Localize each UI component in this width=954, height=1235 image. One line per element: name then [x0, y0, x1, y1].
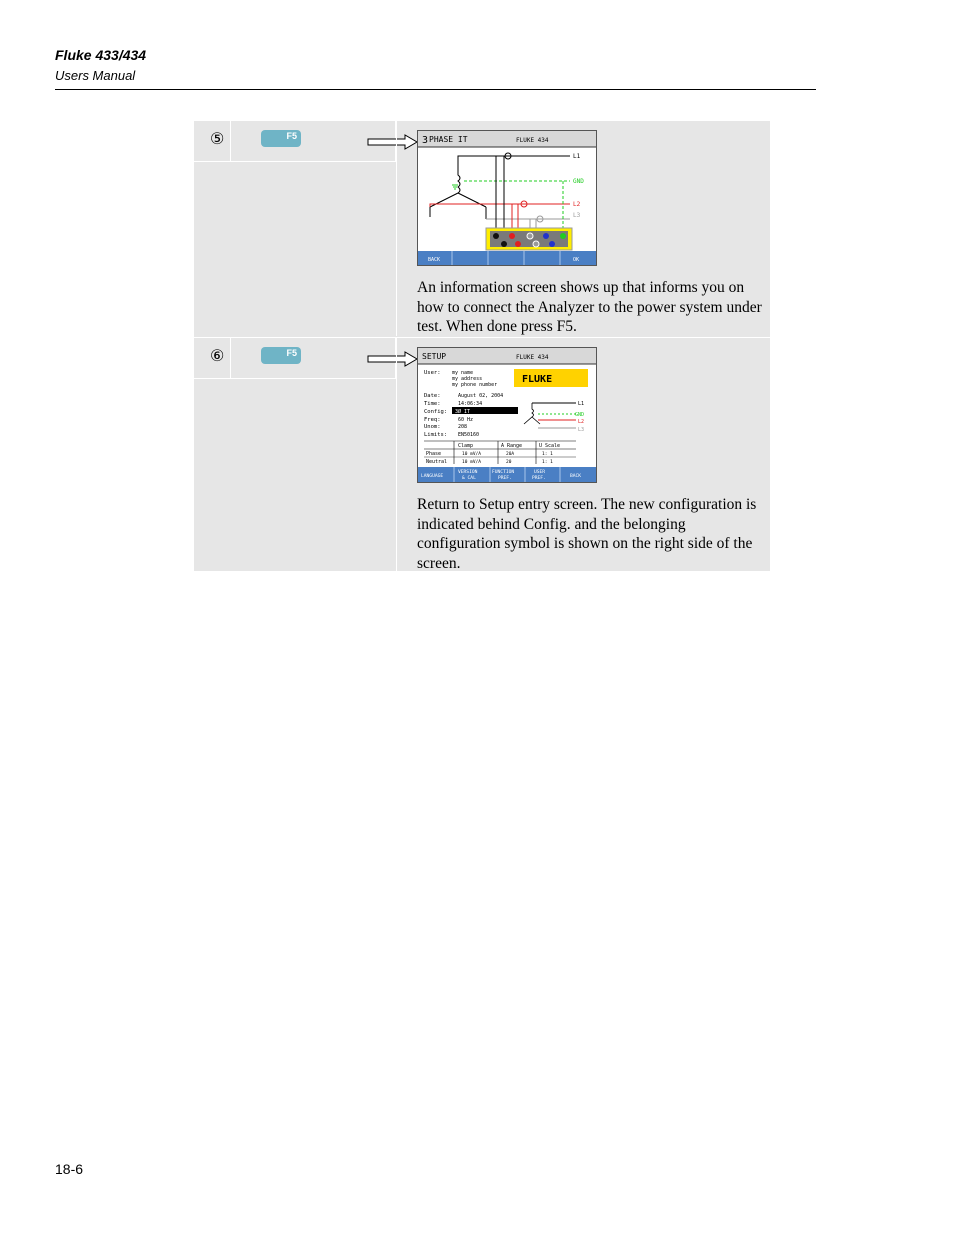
- softkey-ok: OK: [573, 257, 580, 263]
- setup-screen: [417, 347, 597, 483]
- row-phase-range: 20A: [506, 452, 515, 457]
- user-address: my address: [452, 376, 483, 382]
- field-config-label: Config:: [424, 409, 448, 415]
- field-unom-value: 208: [458, 424, 468, 430]
- label-l2: L2: [578, 419, 585, 425]
- field-limits-value: EN50160: [458, 432, 480, 438]
- step-number-cell: [194, 338, 231, 379]
- manual-subtitle: Users Manual: [55, 68, 136, 83]
- screen-model: FLUKE 434: [516, 137, 549, 144]
- label-gnd: GND: [573, 178, 584, 185]
- softkey-back: BACK: [570, 474, 582, 479]
- screen-cell: [396, 338, 771, 572]
- label-l2: L2: [573, 201, 581, 208]
- softkey-back: BACK: [428, 257, 441, 263]
- softkey-user-line2: PREF.: [532, 476, 546, 481]
- page-number: 18-6: [55, 1161, 84, 1177]
- col-scale: U Scale: [539, 443, 561, 449]
- softkey-version-line2: & CAL: [462, 476, 476, 481]
- row-neutral-clamp: 10 mV/A: [462, 460, 481, 465]
- screen-title: PHASE IT: [429, 135, 468, 144]
- row-phase-scale: 1: 1: [542, 452, 553, 457]
- label-l3: L3: [573, 212, 581, 219]
- phase-info-screen: [417, 130, 597, 266]
- row-neutral-name: Neutral: [426, 459, 448, 465]
- step-description: Return to Setup entry screen. The new configuration is indicated behind Config. and the belonging configuration symbol is shown on the right side of the screen.: [417, 496, 757, 572]
- user-phone: my phone number: [452, 382, 498, 388]
- softkey-user-line1: USER: [534, 470, 546, 475]
- step-number-cell: [194, 121, 231, 162]
- user-label: User:: [424, 370, 441, 376]
- col-clamp: Clamp: [458, 443, 474, 449]
- label-l1: L1: [573, 153, 581, 160]
- softkey-version-line1: VERSION: [458, 470, 478, 475]
- softkey-language: LANGUAGE: [421, 474, 444, 479]
- field-limits-label: Limits:: [424, 432, 448, 438]
- softkey-function-line2: PREF.: [498, 476, 512, 481]
- col-range: A Range: [501, 443, 523, 449]
- row-phase-clamp: 10 mV/A: [462, 452, 481, 457]
- step-5: [194, 121, 770, 336]
- f5-key-icon: F5: [261, 130, 301, 147]
- key-cell: [231, 121, 396, 162]
- field-config-value: 3Ø IT: [455, 409, 471, 415]
- label-l1: L1: [578, 401, 585, 407]
- label-l3: L3: [578, 427, 585, 433]
- step-description: An information screen shows up that informs you on how to connect the Analyzer to the power system under test. When done press F5.: [417, 279, 762, 335]
- screen-cell: [396, 121, 771, 336]
- screen-title: SETUP: [422, 352, 447, 361]
- phase-wiring-diagram: [418, 131, 596, 265]
- field-time-value: 14:06:34: [458, 401, 483, 407]
- f5-key-icon: F5: [261, 347, 301, 364]
- field-date-label: Date:: [424, 393, 441, 399]
- field-time-label: Time:: [424, 401, 441, 407]
- user-name: my name: [452, 370, 474, 376]
- fluke-logo: FLUKE: [522, 374, 553, 385]
- screen-title-num: 3: [422, 135, 429, 146]
- field-freq-value: 60 Hz: [458, 417, 474, 423]
- field-freq-label: Freq:: [424, 417, 441, 423]
- row-neutral-scale: 1: 1: [542, 460, 553, 465]
- key-cell: [231, 338, 396, 379]
- manual-title: Fluke 433/434: [55, 47, 147, 63]
- step-6: [194, 337, 770, 572]
- step-number: ⑥: [210, 348, 225, 365]
- row-phase-name: Phase: [426, 451, 442, 457]
- field-date-value: August 02, 2004: [458, 393, 504, 399]
- label-gnd: GND: [575, 412, 585, 418]
- header-rule: [55, 89, 816, 90]
- row-neutral-range: 20: [506, 460, 512, 465]
- field-unom-label: Unom:: [424, 424, 441, 430]
- step-number: ⑤: [210, 131, 225, 148]
- screen-model: FLUKE 434: [516, 354, 549, 361]
- softkey-function-line1: FUNCTION: [492, 470, 515, 475]
- procedure-table: [194, 121, 770, 571]
- setup-screen-content: [418, 348, 596, 482]
